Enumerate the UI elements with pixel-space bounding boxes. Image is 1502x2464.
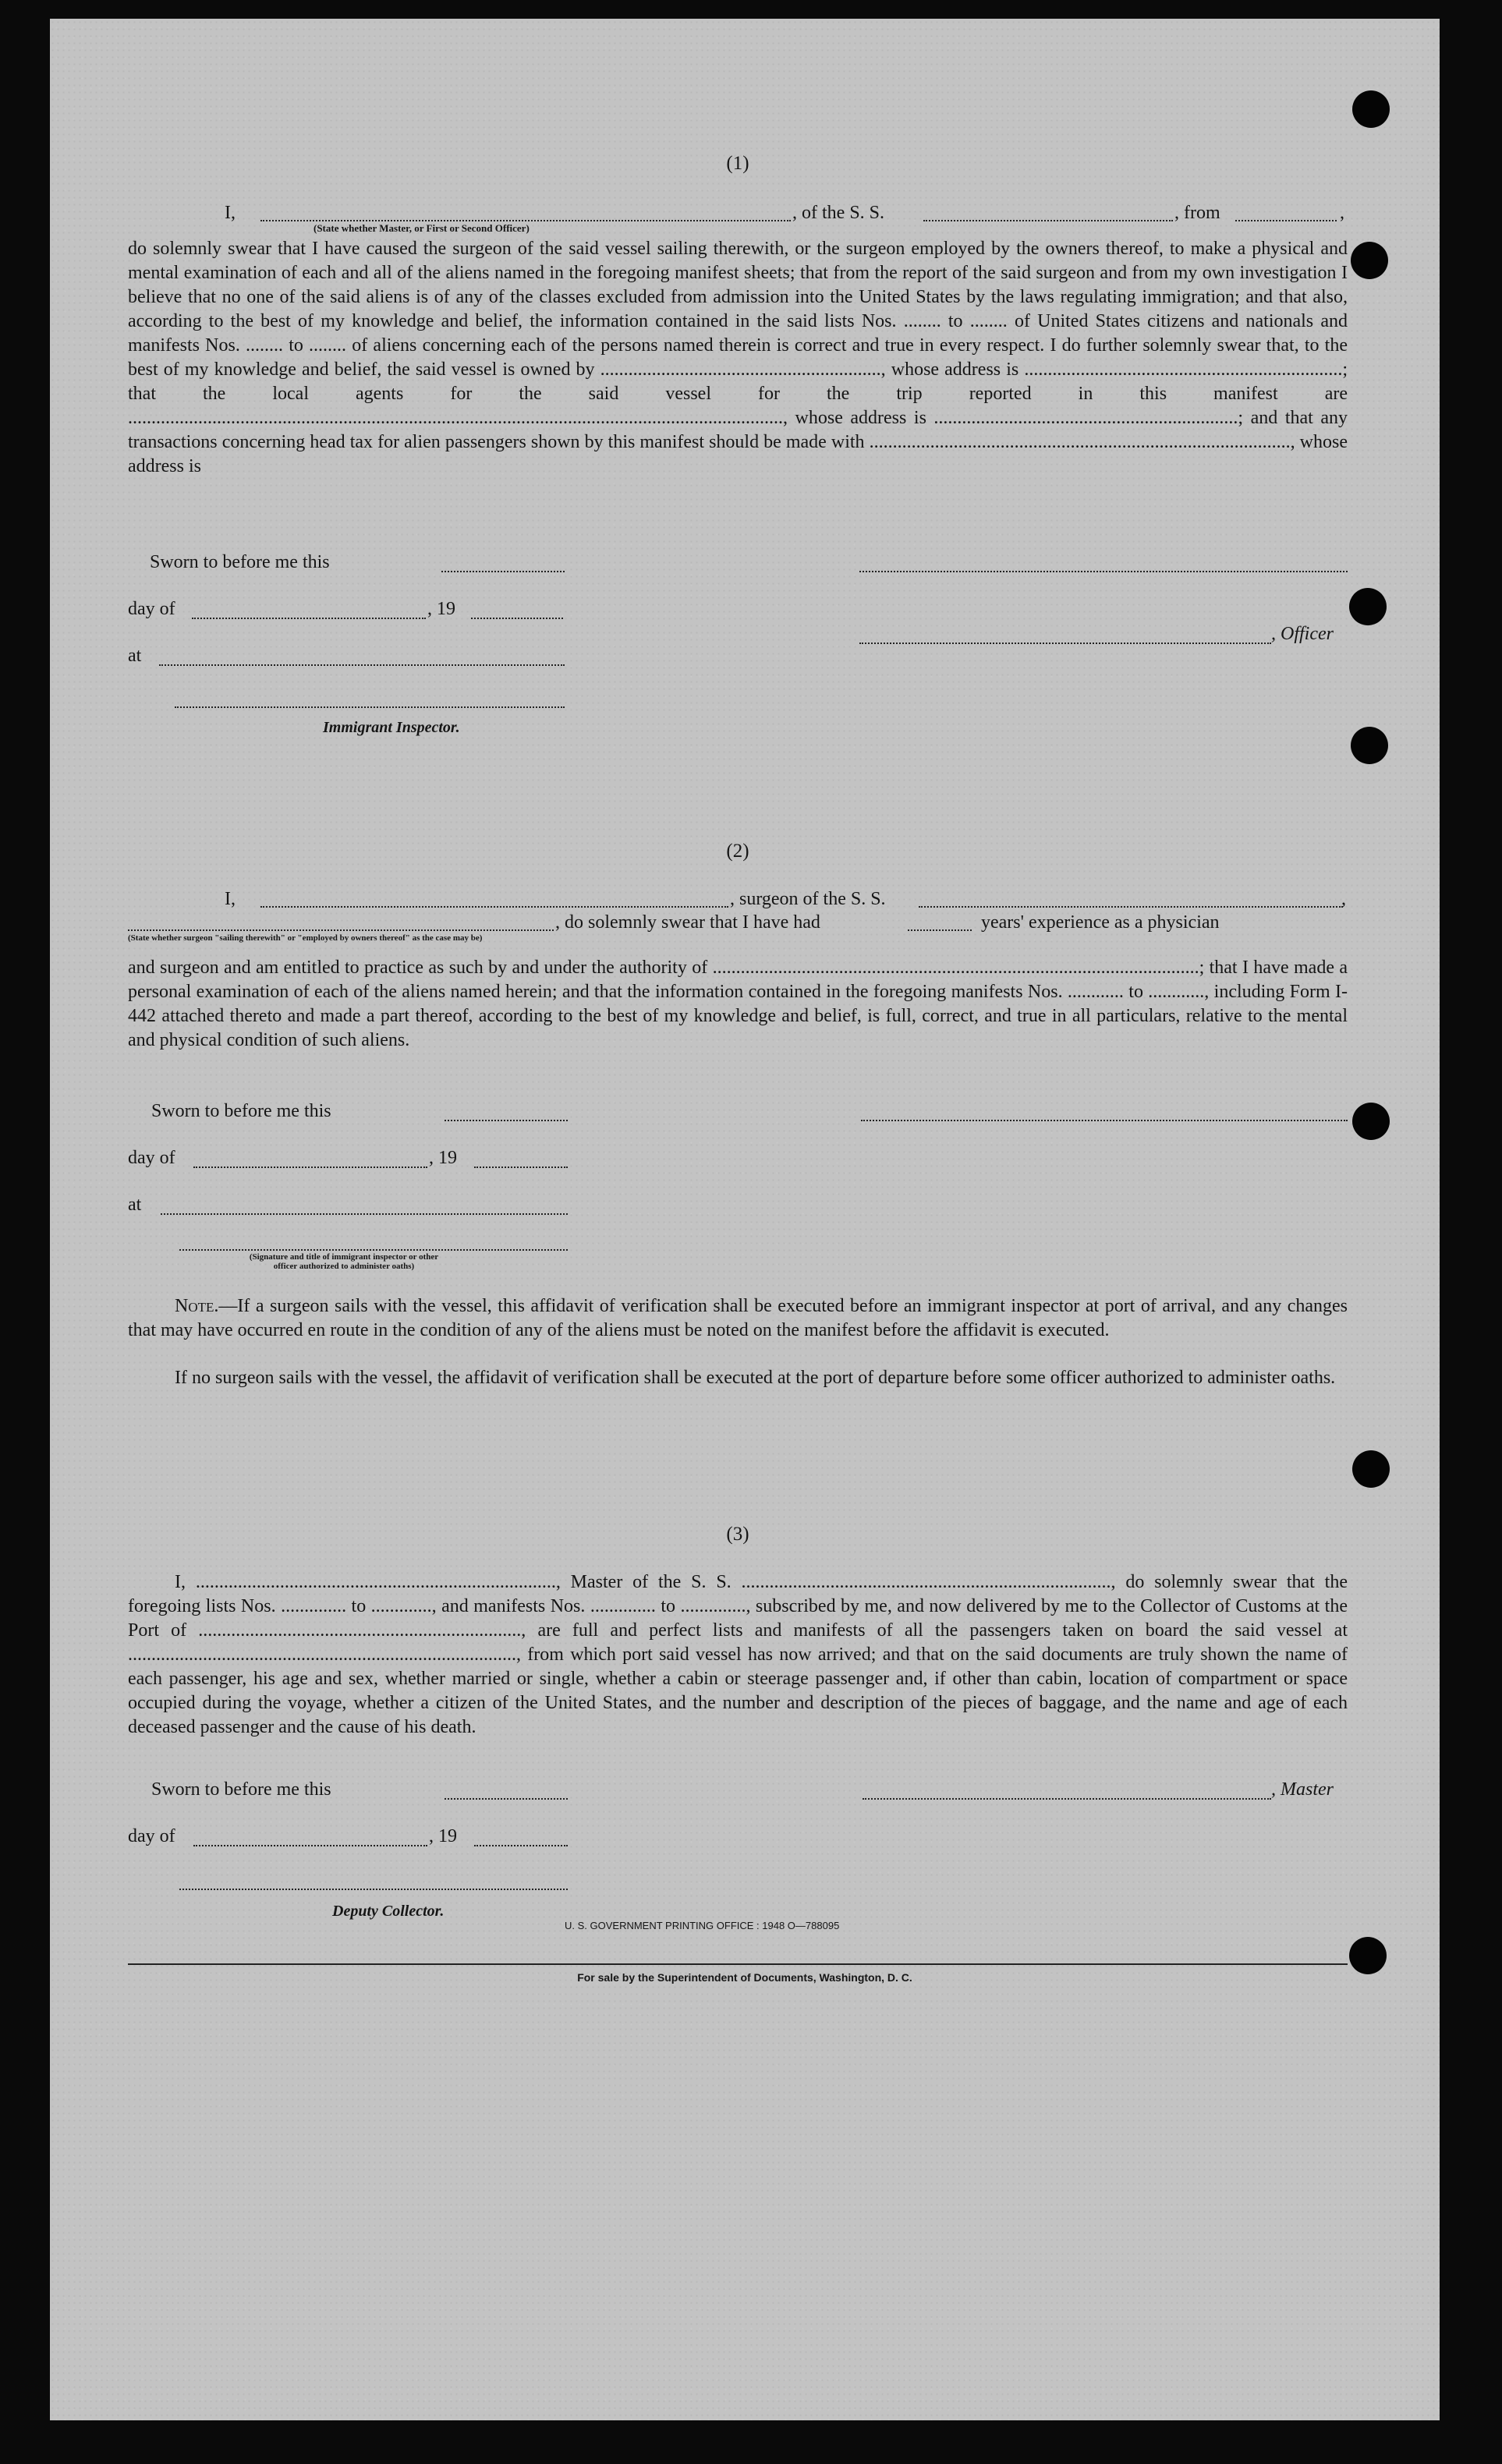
punch-hole <box>1352 1450 1390 1488</box>
s2-note-2: If no surgeon sails with the vessel, the affidavit of verification shall be executed at the port of departure before some officer authorized to administer oaths. <box>175 1368 1336 1388</box>
s1-at-field[interactable] <box>159 664 565 666</box>
s2-years-field[interactable] <box>908 929 972 931</box>
s3-collector-signature[interactable] <box>179 1889 568 1890</box>
section-3 <box>128 1522 1348 1943</box>
s1-officer-signature[interactable] <box>859 571 1348 572</box>
s1-body: do solemnly swear that I have caused the surgeon of the said vessel sailing therewith, or the surgeon employed by the owners thereof, to make a physical and mental examination of each and all of the aliens named in the foregoing manifest sheets; that from the report of the said surgeon and from my own investigation I believe that no one of the said aliens is of any of the classes excluded from admission into the United States by the laws regulating immigration; and that also, according to the best of my knowledge and belief, the information contained in the said lists Nos. ........ to ........ of United States citizens and nationals and manifests Nos. ........ to ........ of aliens concerning each of the persons named therein is correct and true in every respect. I do further solemnly swear that, to the best of my knowledge and belief, the said vessel is owned by ............................................................, whose address is ....................................................................; that the local agents for the said vessel for the trip reported in this manifest are ............................................................................................................................................, whose address is .................................................................; and that any transactions concerning head tax for alien passengers shown by this manifest should be made with .........................................................................................., whose address is <box>128 239 1348 476</box>
s1-i: I, <box>225 203 236 223</box>
s2-note <box>128 1294 1348 1343</box>
s3-master-label: , Master <box>1271 1779 1334 1800</box>
s1-ship-field[interactable] <box>923 220 1173 221</box>
punch-hole <box>1352 90 1390 128</box>
s2-at-field[interactable] <box>161 1213 568 1215</box>
s2-year: , 19 <box>429 1148 457 1168</box>
s1-comma: , <box>1340 203 1344 223</box>
punch-hole <box>1351 727 1388 764</box>
s2-surgeon-of: , surgeon of the S. S. <box>730 889 886 909</box>
s2-surgeon-name-field[interactable] <box>260 906 728 908</box>
punch-hole <box>1351 242 1388 279</box>
s2-experience: years' experience as a physician <box>981 912 1220 933</box>
s1-year: , 19 <box>427 599 455 619</box>
s1-of-ss: , of the S. S. <box>792 203 885 223</box>
section-1 <box>128 151 1348 744</box>
s3-master-signature[interactable] <box>863 1798 1271 1800</box>
s2-surgeon-signature[interactable] <box>861 1120 1348 1121</box>
s2-i: I, <box>225 889 236 909</box>
s2-status-note: (State whether surgeon "sailing therewith" or "employed by owners thereof" as the case may be) <box>128 933 483 943</box>
section-1-heading: (1) <box>726 153 749 174</box>
s2-note-label: Note. <box>175 1296 219 1316</box>
footer-text: For sale by the Superintendent of Documents, Washington, D. C. <box>577 1971 912 1984</box>
s1-rank-note: (State whether Master, or First or Second Officer) <box>314 222 530 234</box>
s1-from-field[interactable] <box>1235 220 1337 221</box>
s3-year-field[interactable] <box>474 1845 568 1846</box>
s2-status-field[interactable] <box>128 929 554 931</box>
s3-body: I, ............................................................................., Master of the S. S. ..............................................................................., do solemnly swear that the foregoing lists Nos. .............. to ............., and manifests Nos. .............. to .............., subscribed by me, and now delivered by me to the Collector of Customs at the Port of ....................................................................., are full and perfect lists and manifests of all the passengers taken on board the said vessel at ..................................................................................., from which port said vessel has now arrived; and that on the said documents are truly shown the name of each passenger, his age and sex, whether married or single, whether a cabin or steerage passenger and, if other than cabin, location of compartment or space occupied during the voyage, whether a citizen of the United States, and the number and description of the pieces of baggage, and the name and age of each deceased passenger and the cause of his death. <box>128 1572 1348 1737</box>
s3-collector-label: Deputy Collector. <box>332 1903 445 1920</box>
punch-hole <box>1349 1937 1387 1974</box>
s1-day-field[interactable] <box>192 618 426 619</box>
s2-at: at <box>128 1195 142 1215</box>
footer-rule <box>128 1963 1348 1965</box>
section-2-heading: (2) <box>726 841 749 862</box>
s2-day-of: day of <box>128 1148 175 1168</box>
section-2 <box>128 839 1348 1463</box>
s1-year-field[interactable] <box>471 618 563 619</box>
s1-officer-line[interactable] <box>859 643 1271 644</box>
s1-at: at <box>128 646 142 666</box>
s3-day-of: day of <box>128 1826 175 1846</box>
s2-note-text: —If a surgeon sails with the vessel, this affidavit of verification shall be executed before an immigrant inspector at port of arrival, and any changes that may have occurred en route in the condition of any of the aliens must be noted on the manifest before the affidavit is executed. <box>128 1296 1348 1340</box>
s2-day-field[interactable] <box>193 1167 427 1168</box>
printing-office-line: U. S. GOVERNMENT PRINTING OFFICE : 1948 O—788095 <box>565 1920 840 1931</box>
s1-day-of: day of <box>128 599 175 619</box>
s2-ship-field[interactable] <box>919 906 1343 908</box>
s1-rank-field[interactable] <box>260 220 791 221</box>
s2-body: and surgeon and am entitled to practice as such by and under the authority of ........................................................................................................; that I have made a personal examination of each of the aliens named herein; and that the information contained in the foregoing manifests Nos. ............ to ............, including Form I-442 attached thereto and made a part thereof, according to the best of my knowledge and belief, is full, correct, and true in all particulars, relative to the mental and physical condition of such aliens. <box>128 958 1348 1050</box>
s2-comma: , <box>1341 889 1346 909</box>
s3-day-field[interactable] <box>193 1845 427 1846</box>
s1-inspector-signature[interactable] <box>175 706 565 708</box>
s1-inspector-label: Immigrant Inspector. <box>323 719 460 736</box>
s2-inspector-signature[interactable] <box>179 1249 568 1251</box>
s1-from: , from <box>1174 203 1220 223</box>
s3-sworn: Sworn to before me this <box>151 1779 331 1800</box>
punch-hole <box>1352 1103 1390 1140</box>
s1-sworn: Sworn to before me this <box>150 552 330 572</box>
s3-year: , 19 <box>429 1826 457 1846</box>
punch-hole <box>1349 588 1387 625</box>
section-3-heading: (3) <box>726 1524 749 1545</box>
s2-sworn: Sworn to before me this <box>151 1101 331 1121</box>
form-page <box>50 19 1440 2420</box>
s2-year-field[interactable] <box>474 1167 568 1168</box>
s2-signature-note: (Signature and title of immigrant inspector or other officer authorized to administer oaths) <box>249 1252 439 1271</box>
s2-swear: , do solemnly swear that I have had <box>555 912 820 933</box>
s1-officer-label: , Officer <box>1271 624 1334 644</box>
s1-sworn-field[interactable] <box>441 571 565 572</box>
s2-sworn-field[interactable] <box>445 1120 568 1121</box>
s3-sworn-field[interactable] <box>445 1798 568 1800</box>
